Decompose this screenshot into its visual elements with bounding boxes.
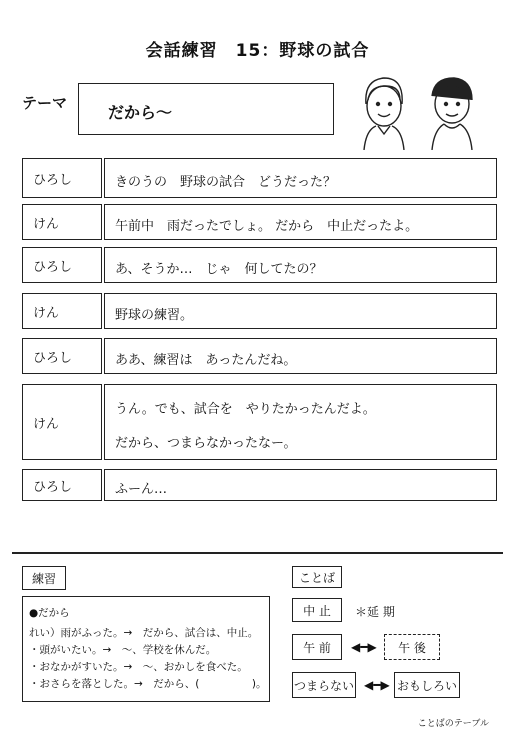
dialogue-line-box	[104, 469, 497, 501]
speaker-name: ひろし	[22, 338, 102, 374]
vocab-gogo: 午 後	[384, 634, 440, 660]
dialogue-line-box	[104, 204, 497, 240]
dialogue-line-text: うん。でも、試合を やりたかったんだよ。	[115, 402, 376, 417]
theme-text: だから～	[108, 103, 173, 122]
vocab-label: ことば	[292, 566, 342, 588]
divider	[12, 552, 503, 554]
speaker-name: けん	[22, 204, 102, 240]
double-arrow-icon: ◀━▶	[351, 640, 377, 654]
practice-box	[22, 596, 270, 702]
vocab-gozen: 午 前	[292, 634, 342, 660]
practice-heading: ●だから	[29, 607, 70, 619]
dialogue-line-text: ふーん…	[115, 482, 168, 497]
dialogue-line-box	[104, 158, 497, 198]
theme-label: テーマ	[22, 94, 68, 112]
practice-line: ・頭がいたい。→ ～、学校を休んだ。	[29, 644, 217, 656]
page-title: 会話練習 15：野球の試合	[145, 41, 370, 61]
dialogue-line-text: きのうの 野球の試合 どうだった？	[115, 175, 337, 190]
speaker-name: けん	[22, 293, 102, 329]
footer-text: ことばのテーブル	[417, 719, 489, 729]
dialogue-line-box	[104, 247, 497, 283]
practice-line: ・おなかがすいた。→ ～、おかしを食べた。	[29, 661, 248, 673]
dialogue-line-box	[104, 293, 497, 329]
dialogue-line-box	[104, 338, 497, 374]
vocab-chuushi: 中 止	[292, 598, 342, 622]
speaker-name: けん	[22, 384, 102, 460]
speaker-name: ひろし	[22, 247, 102, 283]
dialogue-line-text: あ、そうか… じゃ 何してたの？	[115, 262, 323, 277]
two-boys-illustration	[356, 74, 486, 150]
dialogue-line-text: 野球の練習。	[115, 308, 194, 323]
dialogue-line-text: だから、つまらなかったなー。	[115, 436, 297, 451]
vocab-tsumaranai: つまらない	[292, 672, 356, 698]
speaker-name: ひろし	[22, 158, 102, 198]
practice-line: ・おさらを落とした。→ だから、( )。	[29, 678, 267, 690]
practice-line: れい）雨がふった。→ だから、試合は、中止。	[29, 627, 259, 639]
dialogue-line-text: 午前中 雨だったでしょ。 だから 中止だったよ。	[115, 219, 419, 234]
speaker-name: ひろし	[22, 469, 102, 501]
vocab-enki: ＊延 期	[355, 605, 395, 619]
dialogue-line-text: ああ、練習は あったんだね。	[115, 353, 297, 368]
double-arrow-icon: ◀━▶	[364, 678, 390, 692]
practice-label: 練習	[22, 566, 66, 590]
dialogue-line-box	[104, 384, 497, 460]
vocab-omoshiroi: おもしろい	[394, 672, 460, 698]
